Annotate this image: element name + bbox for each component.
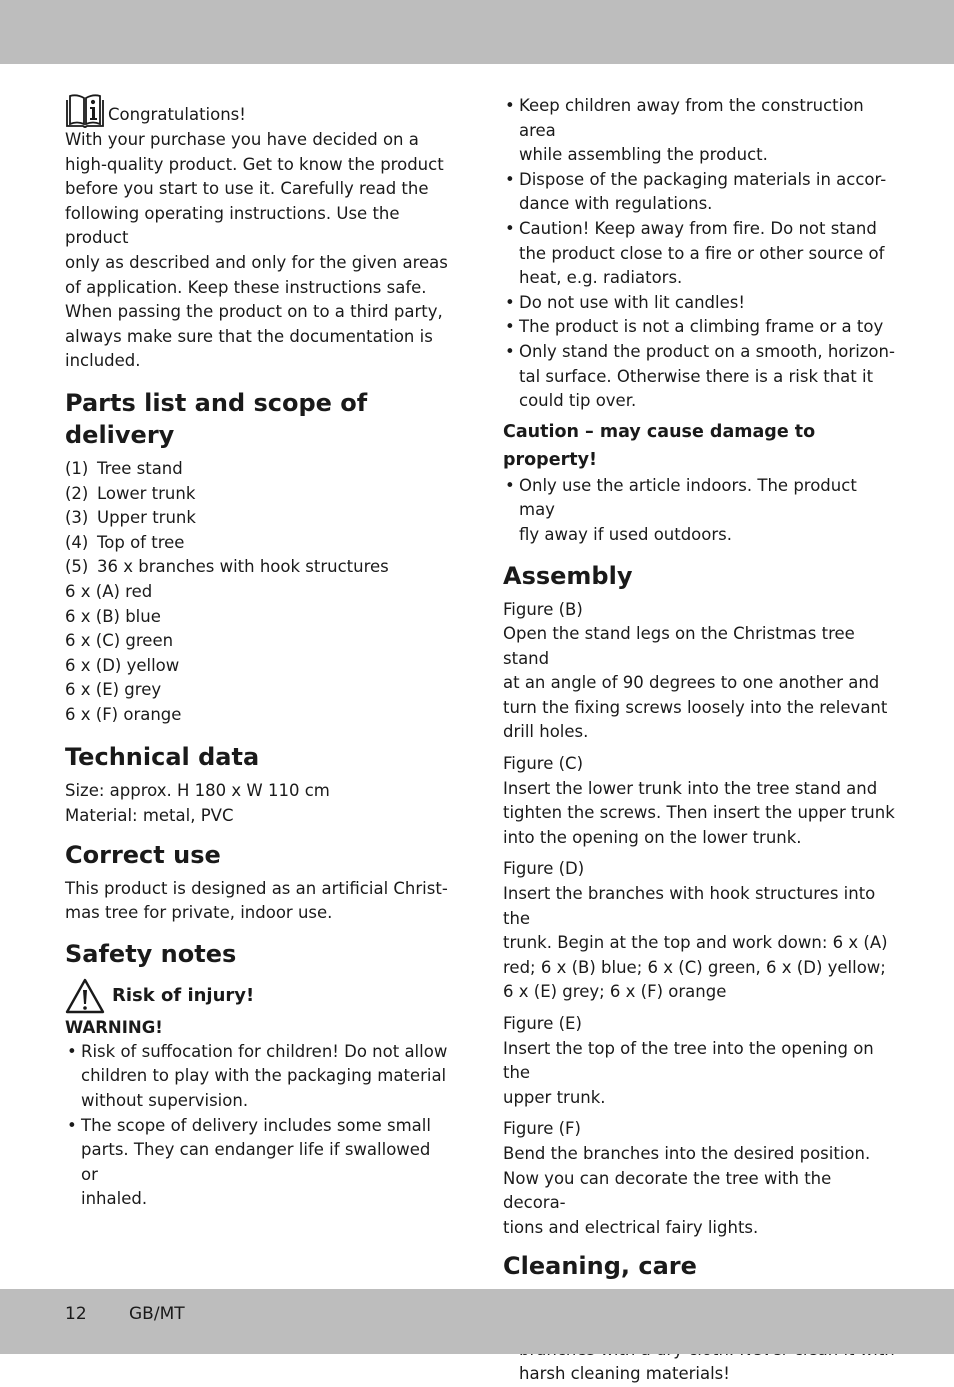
text-line: could tip over. [519,391,637,411]
parts-heading-line1: Parts list and scope of [65,388,368,417]
text-line: heat, e.g. radiators. [519,268,683,288]
intro-heading-row [65,94,450,128]
text-line: Bend the branches into the desired position. [503,1143,871,1163]
item-label: Lower trunk [97,483,196,503]
branch-color-item: 6 x (A) red [65,581,153,601]
item-number: (1) [65,458,89,478]
correct-use-heading: Correct use [65,840,221,869]
text-line: Insert the top of the tree into the opening on the [503,1038,874,1083]
page-number: 12 [65,1304,87,1324]
text-line: tighten the screws. Then insert the upper trunk [503,803,895,823]
text-line: With your purchase you have decided on a [65,130,419,149]
bullet-dot: • [505,317,515,337]
text-line: included. [65,351,141,371]
parts-item [65,457,450,482]
bullet-dot: • [505,169,515,189]
intro-heading: Congratulations! [108,105,246,124]
text-line: into the opening on the lower trunk. [503,827,802,847]
text-line: at an angle of 90 degrees to one another and [503,673,880,693]
assembly-step [503,752,895,850]
branch-color-item: 6 x (B) blue [65,606,161,626]
bullet-dot: • [67,1041,77,1061]
figure-label: Figure (F) [503,1119,581,1139]
text-line: without supervision. [81,1091,249,1111]
parts-list [65,457,450,728]
assembly-step [503,857,895,1005]
parts-heading-line2: delivery [65,420,175,449]
list-item [65,1040,450,1114]
header-bar [0,0,954,64]
list-item [503,168,895,217]
list-item [65,1114,450,1212]
list-item [503,291,895,316]
text-line: the product close to a fire or other source of [519,243,885,263]
info-book-icon [65,94,105,128]
branch-color-item: 6 x (E) grey [65,680,162,700]
parts-item [65,482,450,507]
assembly-step [503,1117,895,1240]
text-line: before you start to use it. Carefully read the [65,179,429,199]
text-line: Now you can decorate the tree with the decora- [503,1168,832,1213]
text-line: When passing the product on to a third party, [65,302,443,322]
text-line: harsh cleaning materials! [519,1364,730,1384]
right-column [503,94,895,1387]
technical-material: Material: metal, PVC [65,806,234,826]
figure-label: Figure (C) [503,754,584,774]
text-line: tions and electrical fairy lights. [503,1217,759,1237]
text-line: inhaled. [81,1189,148,1209]
risk-of-injury-label: Risk of injury! [112,985,255,1007]
text-line: Risk of suffocation for children! Do not allow [81,1041,448,1061]
parts-item [65,555,450,580]
figure-label: Figure (B) [503,599,583,619]
list-item [503,315,895,340]
technical-size: Size: approx. H 180 x W 110 cm [65,781,330,801]
parts-item [65,506,450,531]
bullet-dot: • [67,1115,77,1135]
text-line: Only use the article indoors. The product may [519,475,857,520]
text-line: parts. They can endanger life if swallowed or [81,1140,431,1184]
item-label: Top of tree [97,532,185,552]
text-line: Keep children away from the construction area [519,96,864,140]
text-line: Dispose of the packaging materials in accor- [519,169,887,189]
bullet-dot: • [505,218,515,238]
parts-item [65,531,450,556]
text-line: high-quality product. Get to know the product [65,154,444,174]
caution-line1: Caution – may cause damage to [503,421,816,442]
list-item [503,217,895,291]
text-line: 6 x (E) grey; 6 x (F) orange [503,982,727,1002]
list-item [503,474,895,548]
text-line: fly away if used outdoors. [519,524,733,544]
bullet-dot: • [505,96,515,115]
text-line: children to play with the packaging material [81,1066,447,1086]
parts-list-heading [65,387,450,451]
bullet-dot: • [505,475,515,495]
list-item [503,94,895,168]
caution-property-heading [503,418,895,474]
text-line: tal surface. Otherwise there is a risk that it [519,366,874,386]
assembly-heading: Assembly [503,561,633,590]
text-line: Do not use with lit candles! [519,292,745,312]
caution-bullets [503,474,895,548]
item-number: (2) [65,483,89,503]
branch-color-item: 6 x (F) orange [65,704,182,724]
safety-bullets-right [503,94,895,414]
text-line: Open the stand legs on the Christmas tree stand [503,624,855,668]
item-label: Upper trunk [97,508,196,528]
assembly-step [503,1012,895,1110]
text-line: Insert the branches with hook structures into the [503,884,876,928]
bullet-dot: • [505,341,515,361]
item-number: (4) [65,532,89,552]
bullet-dot: • [505,292,515,312]
item-number: (3) [65,508,89,528]
text-line: of application. Keep these instructions safe. [65,277,427,297]
text-line: always make sure that the documentation is [65,326,433,346]
warning-label: WARNING! [65,1017,163,1037]
technical-data-heading: Technical data [65,743,260,772]
figure-label: Figure (D) [503,859,585,879]
text-line: Insert the lower trunk into the tree stand and [503,778,878,798]
list-item [503,340,895,414]
text-line: upper trunk. [503,1087,606,1107]
text-line: The product is not a climbing frame or a toy [519,317,884,337]
branch-color-item: 6 x (C) green [65,631,174,651]
text-line: following operating instructions. Use the product [65,203,400,248]
text-line: dance with regulations. [519,194,713,214]
text-line: Only stand the product on a smooth, horizon- [519,341,895,361]
warning-triangle-icon [65,978,105,1014]
intro-paragraph [65,128,450,374]
text-line: while assembling the product. [519,145,768,165]
text-line: turn the fixing screws loosely into the relevant [503,697,888,717]
safety-bullets-left [65,1040,450,1212]
risk-row [65,978,450,1014]
caution-line2: property! [503,449,597,470]
item-label: Tree stand [97,458,183,478]
text-line: drill holes. [503,722,589,742]
item-label: 36 x branches with hook structures [97,557,389,577]
text-line: The scope of delivery includes some small [81,1115,431,1135]
left-column [65,94,450,1212]
safety-notes-heading: Safety notes [65,939,237,968]
text-line: mas tree for private, indoor use. [65,903,333,923]
assembly-step [503,598,895,746]
branch-color-item: 6 x (D) yellow [65,655,180,675]
cleaning-care-heading: Cleaning, care [503,1252,697,1281]
text-line: trunk. Begin at the top and work down: 6 x (A) [503,933,888,953]
text-line: red; 6 x (B) blue; 6 x (C) green, 6 x (D) yellow; [503,957,886,977]
language-code: GB/MT [129,1304,185,1324]
item-number: (5) [65,557,89,577]
text-line: Caution! Keep away from fire. Do not stand [519,218,877,238]
footer-bar [0,1289,954,1354]
figure-label: Figure (E) [503,1014,582,1033]
text-line: This product is designed as an artificial Christ- [65,878,448,898]
text-line: only as described and only for the given areas [65,252,448,272]
